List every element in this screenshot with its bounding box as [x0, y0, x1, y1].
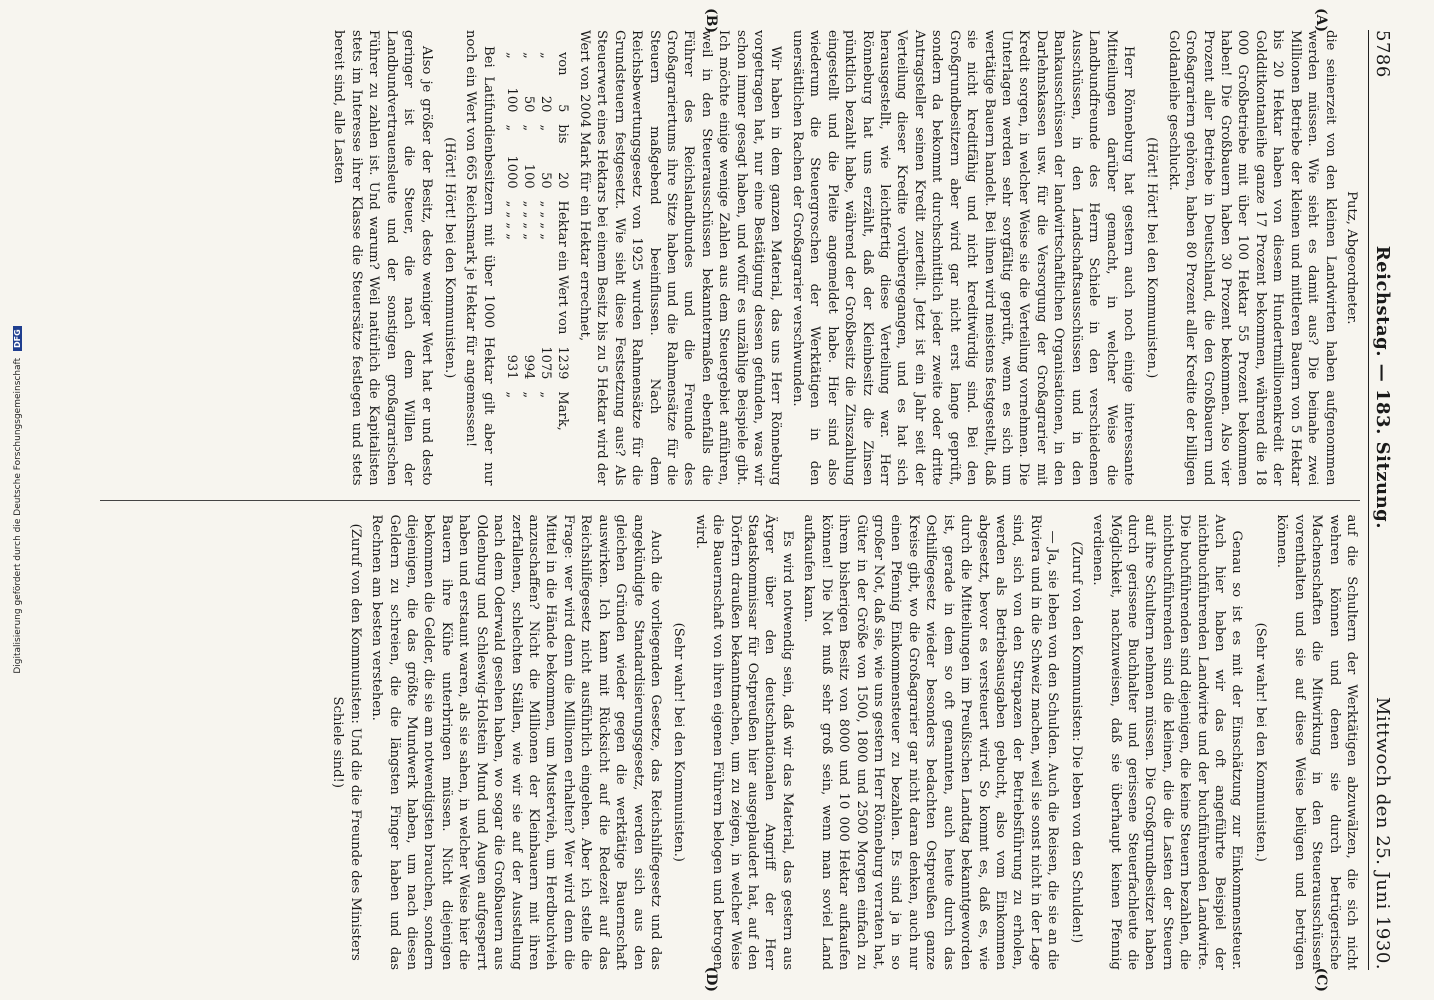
paragraph: Also je größer der Besitz, desto weniger Wert hat er und desto geringer ist die Steuer, die nach dem Willen der Landbundvertrauensleute und der sonstigen großagrarischen Führer zu zahlen ist. Und warum? Weil natürlich die Kapitalisten stets im Interesse ihrer Klasse die Steuersätze festlegen und stets bereit sind, alle Lasten — [331, 30, 434, 486]
dfg-logo: DFG — [13, 326, 22, 351]
page-header — [1368, 30, 1393, 970]
right-paragraphs-c — [691, 515, 1061, 971]
table-cell: bis — [555, 124, 571, 144]
interjection: (Zuruf von den Kommunisten: Die leben von den Schulden!) — [1068, 541, 1084, 944]
right-paragraphs-b — [1089, 515, 1246, 971]
margin-marker-b: (B) — [703, 8, 719, 34]
table-cell: 50 — [538, 172, 554, 189]
left-paragraphs-d — [330, 30, 435, 486]
table-cell: „ „ „ „ — [503, 200, 519, 240]
margin-marker-d: (D) — [703, 966, 719, 992]
table-cell: „ — [538, 124, 554, 132]
digitization-credit — [13, 20, 27, 980]
document-page — [27, 10, 1407, 990]
table-cell: „ — [538, 391, 554, 399]
interjection: (Hört! Hört! bei den Kommunisten.) — [1144, 137, 1160, 379]
table-cell: 20 — [538, 95, 554, 113]
interjection: (Sehr wahr! bei den Kommunisten.) — [671, 622, 687, 862]
left-column — [100, 8, 1360, 486]
table-cell: 100 — [521, 163, 537, 189]
paragraph: Bei Latifundienbesitzern mit über 1000 Hektar gilt aber nur noch ein Wert von 665 Reichsmark je Hektar für angemessen! — [463, 30, 496, 486]
table-row — [503, 46, 520, 437]
paragraph: die seinerzeit von den kleinen Landwirten haben aufgenommen werden müssen. Wie sieht es damit aus? Die beinahe zwei Millionen Betriebe der kleinen und mittleren Bauern von 5 Hektar bis 20 Hektar haben von diesem Hundertmillionenkredit der Goldditkontanleihe ganze 17 Prozent bekommen, während die 18 000 Großbetriebe mit über 100 Hektar 55 Prozent bekommen haben! Die Großbauern haben 30 Prozent bekommen. Also vier Prozent aller Betriebe in Deutschland, die den Großbauern und Großagrariern gehören, haben 80 Prozent aller Kredite der billigen Goldanleihe geschluckt. — [1165, 30, 1338, 486]
table-cell: 931 — [503, 354, 519, 380]
table-cell: 1000 — [503, 155, 519, 189]
table-cell: „ — [521, 124, 537, 132]
paragraph: auf die Schultern der Werktätigen abzuwälzen, die sich nicht wehren können und denen sie durch betrügerische Machenschaften die Mitwirkung in den Steuerausschüssen vorenthalten und sie auf diese Weise belügen und betrügen können. — [1274, 514, 1359, 970]
paragraph: — Ja, sie leben von den Schulden. Auch die Reisen, die sie an die Riviera und in die Schweiz machen, weil sie sonst nicht in der Lage sind, sich von den Strapazen der Betriebsführung zu erholen, werden als Betriebsausgaben gebucht, also vom Einkommen abgesetzt, bevor es versteuert wird. So kommt es, daß es, wie durch die Mitteilungen im Preußischen Landtag bekanntgeworden ist, gerade in dem so oft genannten, auch heute durch das Osthilfegesetz wieder besonders bedachten Ostpreußen ganze Kreise gibt, wo die Großagrarier gar nicht daran denken, auch nur einen Pfennig Einkommensteuer zu bezahlen. Es sind ja in so großer Not, daß sie, wie uns gestern Herr Rönneburg verraten hat, Güter in der Größe von 1500, 1800 und 2500 Morgen einfach zu ihrem bisherigen Besitz von 8000 und 10 000 Hektar aufkaufen können! Die Not muß sehr groß sein, wenn man soviel Land aufkaufen kann. — [801, 514, 1061, 970]
table-cell: „ „ „ „ — [538, 200, 554, 240]
table-cell: 5 — [555, 104, 571, 113]
table-cell: 994 — [521, 354, 537, 380]
page-number: 5786 — [1372, 30, 1393, 78]
right-paragraphs-d — [368, 515, 664, 971]
table-row — [537, 46, 554, 437]
table-cell: „ „ „ „ — [521, 200, 537, 240]
left-paragraphs-a — [1164, 30, 1338, 486]
margin-marker-a: (A) — [1313, 8, 1329, 33]
table-cell: 100 — [503, 87, 519, 113]
paragraph: Wir haben in dem ganzen Material, das uns Herr Rönneburg vorgetragen hat, nur eine Bestätigung dessen gefunden, was wir schon immer gesagt haben, und wofür es unzählige Beispiele gibt. Ich möchte einige wenige Zahlen aus dem Steuergebiet anführen, weil in den Steuerausschüssen bekanntermaßen ebenfalls die Führer des Reichslandbundes und die Freunde des Großagrariertums ihre Sitze haben und die Rahmensätze für die Steuern maßgebend beeinflussen. Nach dem Reichsbewertungsgesetz von 1925 wurden Rahmensätze für die Grundsteuern festgesetzt. Wie sieht diese Festsetzung aus? Als Steuerwert eines Hektars bei einem Besitz bis zu 5 Hektar wird der Wert von 2004 Mark für ein Hektar errechnet, — [576, 30, 784, 486]
interjection: (Hört! Hört! bei den Kommunisten.) — [441, 137, 457, 379]
left-paragraphs-c — [462, 30, 497, 486]
credit-text: Digitalisierung gefördert durch die Deutsche Forschungsgemeinschaft — [13, 357, 23, 674]
table-cell: „ — [521, 391, 537, 399]
table-cell: „ — [503, 124, 519, 132]
paragraph: Es wird notwendig sein, daß wir das Material, das gestern aus Ärger über den deutschnationalen Angriff der Herr Staatskommissar für Ostpreußen hier ausgeplaudert hat, auf den Dörfern draußen bekanntmachen, um zu zeigen, in welcher Weise die Bauernschaft von ihren eigenen Führern belogen und betrogen wird. — [692, 514, 795, 970]
table-cell: „ — [538, 52, 554, 59]
paragraph: Genau so ist es mit der Einschätzung zur Einkommensteuer. Auch hier haben wir das oft angeführte Beispiel der nichtbuchführenden Landwirte und der buchführenden Landwirte. Die buchführenden sind diejenigen, die keine Steuern bezahlen, die nichtbuchführenden sind die kleinen, die die Lasten der Steuern auf ihre Schultern nehmen müssen. Die Großgrundbesitzer haben durch gerissene Buchhalter und gerissene Steuerfachleute die Möglichkeit, nachzuweisen, daß sie überhaupt keinen Pfennig verdienen. — [1090, 514, 1245, 970]
margin-marker-c: (C) — [1313, 967, 1329, 992]
page-header-title: Reichstag. — 183. Sitzung. — [1372, 245, 1393, 530]
table-cell: „ — [521, 52, 537, 59]
page-date: Mittwoch den 25. Juni 1930. — [1372, 696, 1393, 970]
speaker-name: Putz, Abgeordneter. — [1344, 191, 1359, 325]
table-cell: von — [555, 52, 571, 76]
table-cell: „ — [503, 52, 519, 59]
paragraph: Auch die vorliegenden Gesetze, das Reichshilfegesetz und das angekündigte Standardisierungsgesetz, werden sich aus den gleichen Gründen wieder gegen die werktätige Bauernschaft auswirken. Ich kann mit Rücksicht auf die Redezeit auf das Reichshilfegesetz nicht ausführlich eingehen. Aber ich stelle die Frage: wer wird denn die Millionen erhalten? Wer wird denn die Mittel in die Hände bekommen, um Mustervieh, um Herdbuchvieh anzuschaffen? Nicht die Millionen der Kleinbauern mit ihren zerfallenen, schlechten Ställen, wie wir sie auf der Ausstellung nach dem Oderwald gesehen haben, wo sogar die Großbauern aus Oldenburg und Schleswig-Holstein Mund und Augen aufgesperrt haben und erstaunt waren, als sie sahen, in welcher Weise hier die Bauern ihre Kühe unterbringen müssen. Nicht diejenigen bekommen die Gelder, die sie am notwendigsten brauchen, sondern diejenigen, die das größte Mundwerk haben, um nach diesen Geldern zu schreien, die die längsten Finger haben und das Rechnen am besten verstehen. — [369, 514, 663, 970]
table-cell: Mark, — [555, 391, 571, 431]
table-row — [554, 46, 571, 437]
table-cell: 1075 — [538, 346, 554, 380]
table-row — [520, 46, 537, 437]
text-columns — [100, 8, 1360, 992]
right-paragraphs-a — [1273, 515, 1360, 971]
table-cell: 50 — [521, 95, 537, 113]
interjection: (Sehr wahr! bei den Kommunisten.) — [1252, 622, 1268, 862]
left-paragraphs-b — [575, 30, 1137, 486]
table-cell: „ — [503, 391, 519, 399]
land-value-table — [503, 46, 572, 437]
right-column — [100, 500, 1360, 992]
table-cell: Hektar ein Wert von — [555, 200, 571, 335]
paragraph: Herr Rönneburg hat gestern auch noch einige interessante Mitteilungen darüber gemacht, in welcher Weise die Landbundfreunde des Herrn Schiele in den verschiedenen Ausschüssen, in den Landschaftsausschüssen und in den Bankausschüssen der landwirtschaftlichen Organisationen, in den Darlehnskassen usw. für die Versorgung der Großagrarier mit Kredit sorgen, in welcher Weise sie die Verteilung vornehmen. Die Unterlagen werden sehr sorgfältig geprüft, wenn es sich um wertätige Bauern handelt. Bei ihnen wird meistens festgestellt, daß sie nicht kreditfähig und nicht kreditwürdig sind. Bei den Großgrundbesitzern aber wird gar nicht erst lange geprüft, sondern da bekommt durchschnittlich jeder zweite oder dritte Antragsteller seinen Kredit zuerteilt. Jetzt ist ein Jahr seit der Verteilung dieser Kredite vorübergegangen, und es hat sich herausgestellt, wie leichtfertig diese Verteilung war. Herr Rönneburg hat uns erzählt, daß der Kleinbesitz die Zinsen pünktlich bezahlt habe, während der Großbesitz die Zinszahlung eingestellt und die Pleite angemeldet habe. Hier sind also wiederum die Steuergroschen der Werktätigen in den unersättlichen Rachen der Großagrarier verschwunden. — [789, 30, 1136, 486]
interjection: (Zuruf von den Kommunisten: Und die die Freunde des Ministers Schiele sind!) — [330, 523, 363, 961]
table-cell: 1239 — [555, 346, 571, 380]
table-cell: 20 — [555, 172, 571, 189]
